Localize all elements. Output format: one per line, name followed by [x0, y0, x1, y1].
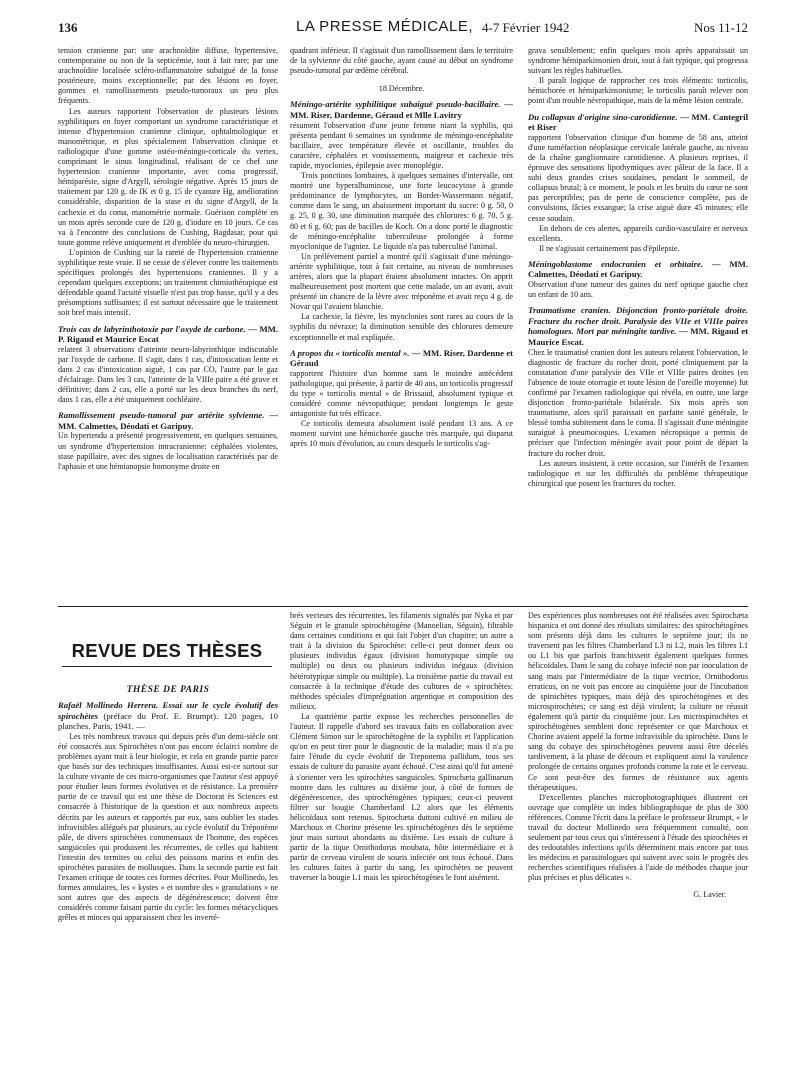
paragraph: Les auteurs rapportent l'observation de plusieurs lésions syphilitiques en foyer comportant un syndrome caractéristique et intense d'hypertension cranienne clinique, ophtalmologique et manométrique, et plus spécialement l'observation clinique et radiologique d'une gomme ostéo-méningo-corticale du vertex, comprimant le sinus longitudinal, réalisant de ce chef une hypertension cranienne importante, avec coma progressif, hémiparésie, signe d'Argyll, sérologie négative. Après 15 jours de traitement par 120 g. de IK et 0 g. 15 de cyanure Hg, amélioration considérable, disparition de la stase et du signe d'Argyll, de la cachexie et du coma, manométrie normale. Guérison complète en un mois après seconde cure de 120 g. d'iodure en 10 jours. Ce cas va à l'encontre des conclusions de Cushing, Bagdasar, pour qui toute gomme relève uniquement et d'emblée du neuro-chirurgien. — [58, 106, 278, 247]
article-title-text: Trois cas de labyrinthotoxie par l'oxyde de carbone. — [58, 323, 246, 334]
paragraph: Ce torticolis demeura absolument isolé pendant 13 ans. A ce moment survint une hémichorée gauche très marquée, qui disparut après 10 mois d'évolution, au cours desquels le torticolis s'ag- — [290, 419, 513, 449]
paragraph: Chez le traumatisé cranien dont les auteurs relatent l'observation, le diagnostic de fracture du rocher droit, porté cliniquement par la constatation d'une paralysie des VIIe et VIIIe paires droites (en l'absence de toute otorragie et toute lésion de l'oreille moyenne) fut confirmé par l'examen radiologique qui révéla, en outre, une large disjonction fronto-pariétale bilatérale. Six mois après son traumatisme, alors qu'il paraissait en parfaite santé générale, le blessé tomba subitement dans le coma. Il s'agissait d'une méningite suraiguë à pneumocoques. L'examen nécropsique a permis de préciser que l'infection méningée avait pour point de départ la fracture du rocher droit. — [528, 347, 748, 458]
article-title-text: Ramollissement pseudo-tumoral par artérite sylvienne. — [58, 410, 265, 421]
article-title — [290, 348, 513, 369]
article-title-text: A propos du « torticolis mental ». — [290, 347, 410, 358]
paragraph: Un prélèvement partiel a montré qu'il s'agissait d'une méningo-artérite syphilitique, tout à fait certaine, au niveau de nombreuses artères, alors que la plupart étaient absolument intactes. On apprit malheureusement post mortem que cette malade, un an avant, avait présenté un chancre de la lèvre avec tréponème et avait reçu 4 g. de Novar qui l'avaient blanchie. — [290, 251, 513, 312]
article-authors: — MM. Calmettes, Déodati et Garipuy. — [528, 258, 748, 280]
paragraph: tension cranienne par: une arachnoïdite diffuse, hypertensive, contemporaine ou non de la septicémie, tout à fait rare; par une arachnoïdite localisée scléro-inflammatoire subaiguë de la fosse postérieure, moins exceptionnelle; par des lésions en foyer, gommes et ramollissements pseudo-tumoraux un peu plus fréquents. — [58, 46, 278, 106]
paragraph: Trois ponctions lombaires, à quelques semaines d'intervalle, ont montré une hyperalbuminose, une forte leucocytose à grande prédominance de lymphocytes, un Bordet-Wassermann négatif, comme dans le sang, un abaissement important du sucre: 0 g. 50, 0 g. 25, 0 g. 30, une diminution marquée des chlorures: 6 g. 70, 5 g. 80 et 6 g. 60; pas de bacilles de Koch. On a donc porté le diagnostic de méningo-encéphalite tuberculeuse prolongée à forme myoclonique de l'agniez. Le liquide n'a pas tuberculisé l'animal. — [290, 171, 513, 251]
column-6 — [528, 611, 748, 1075]
paragraph: L'opinion de Cushing sur la rareté de l'hypertension cranienne syphilitique reste vraie. Il ne cesse de s'élever contre les traitements spécifiques prolongés des hypertensions craniennes. Il y a cependant quelques exceptions; un traitement chimiothérapique est défendable quand l'acuité visuelle n'est pas trop basse, qu'il y a des présomptions suffisantes; il est surtout nécessaire que le traitement soit bref mais intensif. — [58, 247, 278, 318]
section-title: REVUE DES THÈSES — [71, 640, 263, 661]
reviewer-signature: G. Lavier. — [693, 889, 726, 899]
paragraph: Les très nombreux travaux qui depuis près d'un demi-siècle ont été consacrés aux Spirochètes n'ont pas encore éclairci nombre de problèmes ayant trait à leur biologie, et cela en grande partie parce que basés sur des techniques insuffisantes. Aussi est-ce surtout sur la culture vivante de ces micro-organismes que l'auteur s'est appuyé pour étudier leurs formes évolutives et de résistance. La première partie de ce travail qui est une thèse de Doctorat ès Sciences est consacrée à l'historique de la question et aux nombreux aspects décrits par les auteurs et rapportés par eux, sans oublier les stades infravisibles allégués par plusieurs, au cycle évolutif du Tréponème pâle, de divers spirochètes commensaux de l'homme, des espèces sanguicoles qui produisent les récurrentes, de celles qui habitent l'intestin des termites ou celui des poissons marins et enfin des spirochètes parasites de mollusques. Dans la seconde partie est fait l'examen critique de toutes ces formes décrites. Pour Mollinedo, les formes annulaires, les « kystes » et nombre des « granulations » ne sont autres que des aspects de dégénérescence; doivent être considérés comme faisant partie du cycle: les formes métacycliques grêles et minces qui apparaissent chez les inverté- — [58, 731, 278, 923]
paragraph: quadrant inférieur. Il s'agissait d'un ramollissement dans le territoire de la sylvienne du côté gauche, ayant causé au début un syndrome pseudo-tumoral par œdème cérébral. — [290, 46, 513, 76]
issue-number: Nos 11-12 — [693, 20, 748, 35]
column-1 — [58, 46, 278, 601]
article-authors: — MM. Riser, Dardenne, Géraud et Mlle Lavitry — [290, 99, 513, 120]
section-subtitle: THÈSE DE PARIS — [126, 685, 210, 695]
thesis-meta: (préface du Prof. E. Brumpt). 120 pages, 10 planches. Paris, 1941. — — [58, 710, 278, 732]
issue-date: 4-7 Février 1942 — [482, 20, 570, 35]
session-date: 18 Décembre. — [378, 84, 425, 94]
paragraph: rapportent l'histoire d'un homme sans le moindre antécédent pathologique, qui présente, à partir de 40 ans, un torticolis progressif du type « torticolis mental » de Brissaud, absolument typique et considéré comme névropathique; pendant longtemps le geste antagoniste fut très efficace. — [290, 368, 513, 419]
article-title — [58, 410, 278, 431]
article-title — [528, 112, 748, 133]
thesis-title-text: Rafaël Mollinedo Herrera. Essai sur le cycle évolutif des spirochètes — [58, 700, 278, 721]
paragraph: Un hypertendu a présenté progressivement, en quelques semaines, un syndrome d'hypertension intracranienne: céphalées violentes, stase papillaire, avec des signes de localisation caractérisés par de l'aphasie et une hémianopsie homonyme droite en — [58, 431, 278, 471]
paragraph: Il ne s'agissait certainement pas d'épilepsie. — [539, 243, 680, 253]
article-title-text: Traumatisme cranien. Disjonction fronto-pariétale droite. Fracture du rocher droit. Paralysie des VIIe et VIIIe paires homologues. Mort par méningite tardive. — [528, 305, 748, 337]
title-underline — [62, 666, 272, 667]
column-2 — [290, 46, 513, 601]
article-authors: — MM. Riser, Dardenne et Géraud — [290, 347, 513, 369]
column-3 — [528, 46, 748, 601]
article-title-text: Méningo-artérite syphilitique subaiguë pseudo-bacillaire. — [290, 99, 501, 110]
section-divider — [58, 606, 748, 607]
article-authors: — MM. P. Rigaud et Maurice Escat — [58, 323, 278, 345]
article-authors: — MM. Rigaud et Maurice Escat. — [528, 326, 748, 348]
paragraph: En dehors de ces alertes, appareils cardio-vasculaire et nerveux excellents. — [528, 223, 748, 243]
paragraph: Observation d'une tumeur des gaines du nerf optique gauche chez un enfant de 10 ans. — [528, 280, 748, 300]
column-5 — [290, 611, 513, 1075]
paragraph: résument l'observation d'une jeune femme niant la syphilis, qui présenta pendant 6 semaines un syndrome de méningo-encéphalite bacillaire, avec température élevée et oscillante, troubles du caractère, céphalées et vomissements, maigreur et cachexie très rapide, myoclonies, épilepsie avec monoplégie. — [290, 120, 513, 170]
thesis-title — [58, 700, 278, 732]
paragraph: La quatrième partie expose les recherches personnelles de l'auteur. Il rappelle d'abord ses travaux faits en collaboration avec Clément Simon sur le spirochétogène de la syphilis et l'application qu'on en peut tirer pour le diagnostic de la maladie; mais il n'a pu faire l'étude du cycle évolutif de Treponema pallidum, tous ses essais de culture du parasite ayant échoué. C'est ainsi qu'il fut amené à s'orienter vers les spirochètes sanguicoles. Spirochæta gallinarum montre dans les cultures au dixième jour, à côté de formes de dégénérescence, des spirochétogènes typiques; ceux-ci peuvent filtrer sur bougie Chamberland L2 alors que les éléments hélicoïdaux sont retenus. Spirochæta duttoni cultivé en milieu de Marchoux et Chorine présente les spirochétogènes dès le septième jour mais surtout abondants au dixième. Les essais de culture à partir de la tique Ornithodorus moubata, hôte intermédiaire et à partir de cerveau virulent de souris infectée ont tous échoué. Dans les cultures faites à partir du sang, les spirochètes ne peuvent traverser la bougie L1 mais les spirochétogènes le font aisément. — [290, 711, 513, 883]
article-title — [58, 324, 278, 345]
article-title-text: Méningoblastome endocranien et orbitaire. — [528, 258, 704, 269]
paragraph: D'excellentes planches microphotographiques illustrent cet ouvrage que complète un index bibliographique de plus de 300 références. Comme l'écrit dans la préface le professeur Brumpt, « le travail du docteur Mollinedo sera fréquemment consulté, non seulement par tous ceux qui s'intéressent à l'étude des spirochètes et des redoutables infections qu'ils déterminent mais encore par tous les médecins et parasitologues qui suivent avec soin le progrès des recherches scientifiques réalisées à l'aide de méthodes chaque jour plus précises et plus délicates ». — [528, 792, 748, 883]
column-4 — [58, 700, 278, 1075]
paragraph: La cachexie, la fièvre, les myoclonies sont rares au cours de la syphilis du névraxe; la diminution sensible des chlorures demeure exceptionnelle et mal expliquée. — [290, 312, 513, 342]
paragraph: Des expériences plus nombreuses ont été réalisées avec Spirochæta hispanica et ont donné des résultats similaires: des spirochétogènes sont présents déjà dans les cultures le septième jour; ils ne traversent pas les filtres Chamberland L3 ni L2, mais les filtres L1 ou L1 bis que parfois franchissent également quelques formes hélicoïdales. Dans le sang du cobaye infecté non par inoculation de sang mais par l'intermédiaire de la tique vectrice, Ornithodorus erraticus, on ne voit pas encore au cinquième jour de l'incubation de spirochètes typiques, mais déjà des spirochétogènes et des microspirochètes; ce sang est déjà virulent; la culture ne réussit également qu'à partir du cinquième jour. Les microspirochètes et spirochétogènes semblent donc représenter ce que Marchoux et Chorine avaient appelé la forme infravisible du spirochète. Dans le sang du cobaye des spirochétogènes peuvent aussi être décelés tardivement, à la phase de décours et expliquent ainsi la virulence prolongée de certains organes profonds comme la rate et le cerveau. Ce sont peut-être des formes de résistance aux agents thérapeutiques. — [528, 611, 748, 792]
paragraph: grava sensiblement; enfin quelques mois après apparaissait un syndrome hémiparkinsonien droit, tout à fait typique, qui progressa suivant les règles habituelles. — [528, 46, 748, 76]
paragraph: Les auteurs insistent, à cette occasion, sur l'intérêt de l'examen radiologique et sur les difficultés du problème thérapeutique chirurgical que posent les fractures du rocher. — [528, 458, 748, 488]
article-title-text: Du collapsus d'origine sino-carotidienne. — [528, 111, 678, 122]
article-authors: — MM. Calmettes, Déodati et Garipuy. — [58, 410, 278, 431]
paragraph: rapportent l'observation clinique d'un homme de 58 ans, atteint d'une tuméfaction néoplasique cervicale latérale gauche, au niveau de la chaîne ganglionnaire carotidienne. A plusieurs reprises, il éprouve des sensations lipothymiques avec pâleur de la face. Il a subi deux grandes crises soudaines, pendant le sommeil, de collapsus brutal; à ce moment, le pouls et les bruits du cœur ne sont pas perceptibles; pas de perte de conscience complète, pas de convulsions, fâcies exsangue; la crise aiguë dure 45 minutes; elle cesse soudain. — [528, 132, 748, 223]
page-header — [58, 18, 748, 42]
paragraph: Il paraît logique de rapprocher ces trois éléments: torticolis, hémichorée et hémiparkinsonisme; le torticolis paraît relever non point d'un trouble névropathique, mais de la même lésion centrale. — [528, 76, 748, 106]
article-title — [290, 99, 513, 120]
paragraph: relatent 3 observations d'atteinte neuro-labyrinthique indiscutable par l'oxyde de carbone. Il s'agit, dans 1 cas, d'intoxication lente et dans 2 cas d'intoxication aiguë, 1 cas par CO, l'autre par le gaz d'éclairage. Dans les 3 cas, l'atteinte de la VIIIe paire a été grave et définitive; dans 2 cas, elle a porté sur les deux branches du nerf, dans 1 cas, elle a été uniquement cochléaire. — [58, 344, 278, 405]
article-title — [528, 305, 748, 347]
article-title — [528, 259, 748, 280]
article-authors: — MM. Cantegril et Riser — [528, 111, 748, 133]
paragraph: brés vecteurs des récurrentes, les filaments signalés par Nyka et par Séguin et le granule spirochétogène (Manoelian, Séguin), filtrable dans certaines conditions et qui fait l'objet d'un chapitre; un autre a trait à la division du Spirochète: celle-ci peut donner deux ou plusieurs individus égaux (division homotypique simple ou multiple) ou deux ou plusieurs individus inégaux (division hétérotypique simple ou multiple). La troisième partie du travail est consacrée à la technique d'étude des cultures de « spirochètes: méthodes spéciales d'imprégnation argentique et composition des milieux. — [290, 611, 513, 711]
journal-title: LA PRESSE MÉDICALE, — [296, 18, 474, 35]
page-number: 136 — [58, 20, 78, 35]
